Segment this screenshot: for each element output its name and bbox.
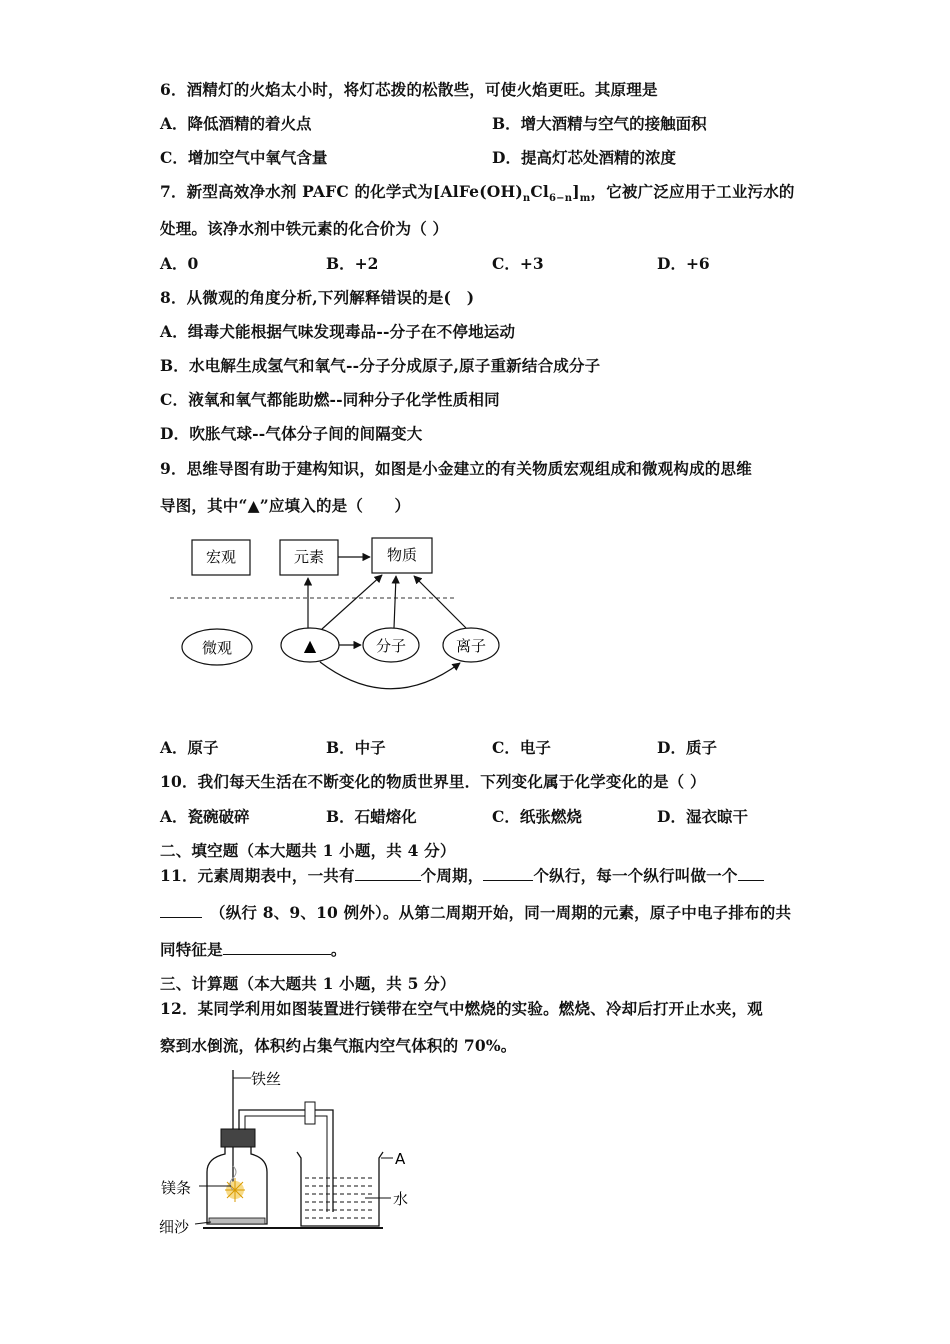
- q8-stem: 8．从微观的角度分析,下列解释错误的是( ): [160, 288, 475, 307]
- q11-line2: [160, 901, 791, 923]
- q6-option-c: C．增加空气中氧气含量: [160, 148, 328, 167]
- element-label: 元素: [293, 548, 325, 566]
- q8-option-d: D．吹胀气球--气体分子间的间隔变大: [160, 424, 423, 443]
- a-label: A: [395, 1150, 406, 1168]
- section-2-heading: 二、填空题（本大题共 1 小题，共 4 分）: [160, 841, 456, 860]
- triangle-mark: ▲: [303, 636, 317, 655]
- ribbon-label: 镁条: [161, 1179, 192, 1197]
- q11-line3: [160, 938, 347, 960]
- sand-label: 细沙: [159, 1218, 190, 1236]
- q9-stem-line1: 9．思维导图有助于建构知识，如图是小金建立的有关物质宏观组成和微观构成的思维: [160, 459, 752, 478]
- q7-option-a: A．0: [160, 254, 199, 273]
- water-clamp: [305, 1102, 315, 1124]
- q9-option-a: A．原子: [160, 738, 219, 757]
- q10-option-a: A．瓷碗破碎: [160, 807, 250, 826]
- arrow-molecule-substance: [394, 576, 396, 628]
- q6-option-a: A．降低酒精的着火点: [160, 114, 312, 133]
- q11-text-4: （纵行 8、9、10 例外）。从第二周期开始，同一周期的元素，原子中电子排布的共: [210, 903, 792, 922]
- q9-option-b: B．中子: [326, 738, 386, 757]
- burning-ribbon-icon: [225, 1166, 245, 1202]
- molecule-label: 分子: [375, 637, 407, 655]
- mind-map-diagram: [170, 530, 520, 705]
- stopper: [221, 1129, 255, 1147]
- sand-layer: [209, 1218, 265, 1224]
- q7-option-c: C．+3: [492, 254, 544, 273]
- q7-sub-6n: 6−n: [548, 193, 573, 205]
- q7-option-b: B．+2: [326, 254, 379, 273]
- q8-option-a: A．缉毒犬能根据气味发现毒品--分子在不停地运动: [160, 322, 516, 341]
- q11-text-1: 11．元素周期表中，一共有: [160, 866, 355, 885]
- q11-blank-columns[interactable]: [483, 866, 533, 881]
- section-3-heading: 三、计算题（本大题共 1 小题，共 5 分）: [160, 974, 456, 993]
- q11-text-6: 。: [330, 940, 347, 959]
- q11-text-3: 个纵行，每一个纵行叫做一个: [533, 866, 738, 885]
- q12-stem-line2: 察到水倒流，体积约占集气瓶内空气体积的 70%。: [160, 1036, 517, 1055]
- q11-text-5: 同特征是: [160, 940, 223, 959]
- macro-label: 宏观: [205, 548, 237, 566]
- beaker: [297, 1152, 383, 1226]
- q6-option-d: D．提高灯芯处酒精的浓度: [492, 148, 676, 167]
- q7-stem-mid: Cl: [530, 182, 549, 201]
- q9-option-d: D．质子: [657, 738, 717, 757]
- connecting-tube: [239, 1110, 333, 1212]
- q6-stem: 6．酒精灯的火焰太小时，将灯芯拨的松散些，可使火焰更旺。其原理是: [160, 80, 658, 99]
- q7-stem-mid2: ]: [572, 182, 580, 201]
- ion-label: 离子: [455, 637, 487, 655]
- q7-stem: [160, 180, 795, 204]
- q11-line1: [160, 864, 764, 886]
- water-label: 水: [393, 1190, 409, 1208]
- q12-stem-line1: 12．某同学利用如图装置进行镁带在空气中燃烧的实验。燃烧、冷却后打开止水夹，观: [160, 999, 763, 1018]
- arrow-ion-substance: [414, 576, 466, 628]
- q8-option-b: B．水电解生成氢气和氧气--分子分成原子,原子重新结合成分子: [160, 356, 601, 375]
- q11-blank-group-part1[interactable]: [738, 866, 764, 881]
- q11-blank-periods[interactable]: [355, 866, 421, 881]
- wire-label: 铁丝: [251, 1070, 282, 1088]
- q7-option-d: D．+6: [657, 254, 710, 273]
- q8-option-c: C．液氧和氧气都能助燃--同种分子化学性质相同: [160, 390, 500, 409]
- q11-blank-feature[interactable]: [223, 940, 331, 955]
- q9-stem-line2: 导图，其中“▲”应填入的是（ ）: [160, 496, 411, 515]
- q11-blank-group-part2[interactable]: [160, 903, 202, 918]
- q7-stem-post: ，它被广泛应用于工业污水的: [590, 182, 795, 201]
- q7-stem-pre: 7．新型高效净水剂 PAFC 的化学式为[AlFe(OH): [160, 182, 523, 201]
- q10-option-d: D．湿衣晾干: [657, 807, 748, 826]
- q6-option-b: B．增大酒精与空气的接触面积: [492, 114, 707, 133]
- water-surface: [305, 1178, 375, 1218]
- q10-option-b: B．石蜡熔化: [326, 807, 417, 826]
- apparatus-diagram: [155, 1062, 425, 1242]
- q10-stem: 10．我们每天生活在不断变化的物质世界里．下列变化属于化学变化的是（ ）: [160, 772, 706, 791]
- q11-text-2: 个周期，: [420, 866, 484, 885]
- arrow-triangle-substance: [322, 575, 382, 629]
- q7-stem-line2: 处理。该净水剂中铁元素的化合价为（ ）: [160, 219, 449, 238]
- micro-label: 微观: [201, 639, 233, 657]
- q10-option-c: C．纸张燃烧: [492, 807, 582, 826]
- substance-label: 物质: [386, 546, 418, 564]
- connecting-tube-inner: [245, 1116, 327, 1212]
- q7-sub-m: m: [579, 193, 591, 205]
- q9-option-c: C．电子: [492, 738, 551, 757]
- q7-sub-n: n: [522, 193, 531, 205]
- arrow-triangle-ion: [320, 662, 460, 689]
